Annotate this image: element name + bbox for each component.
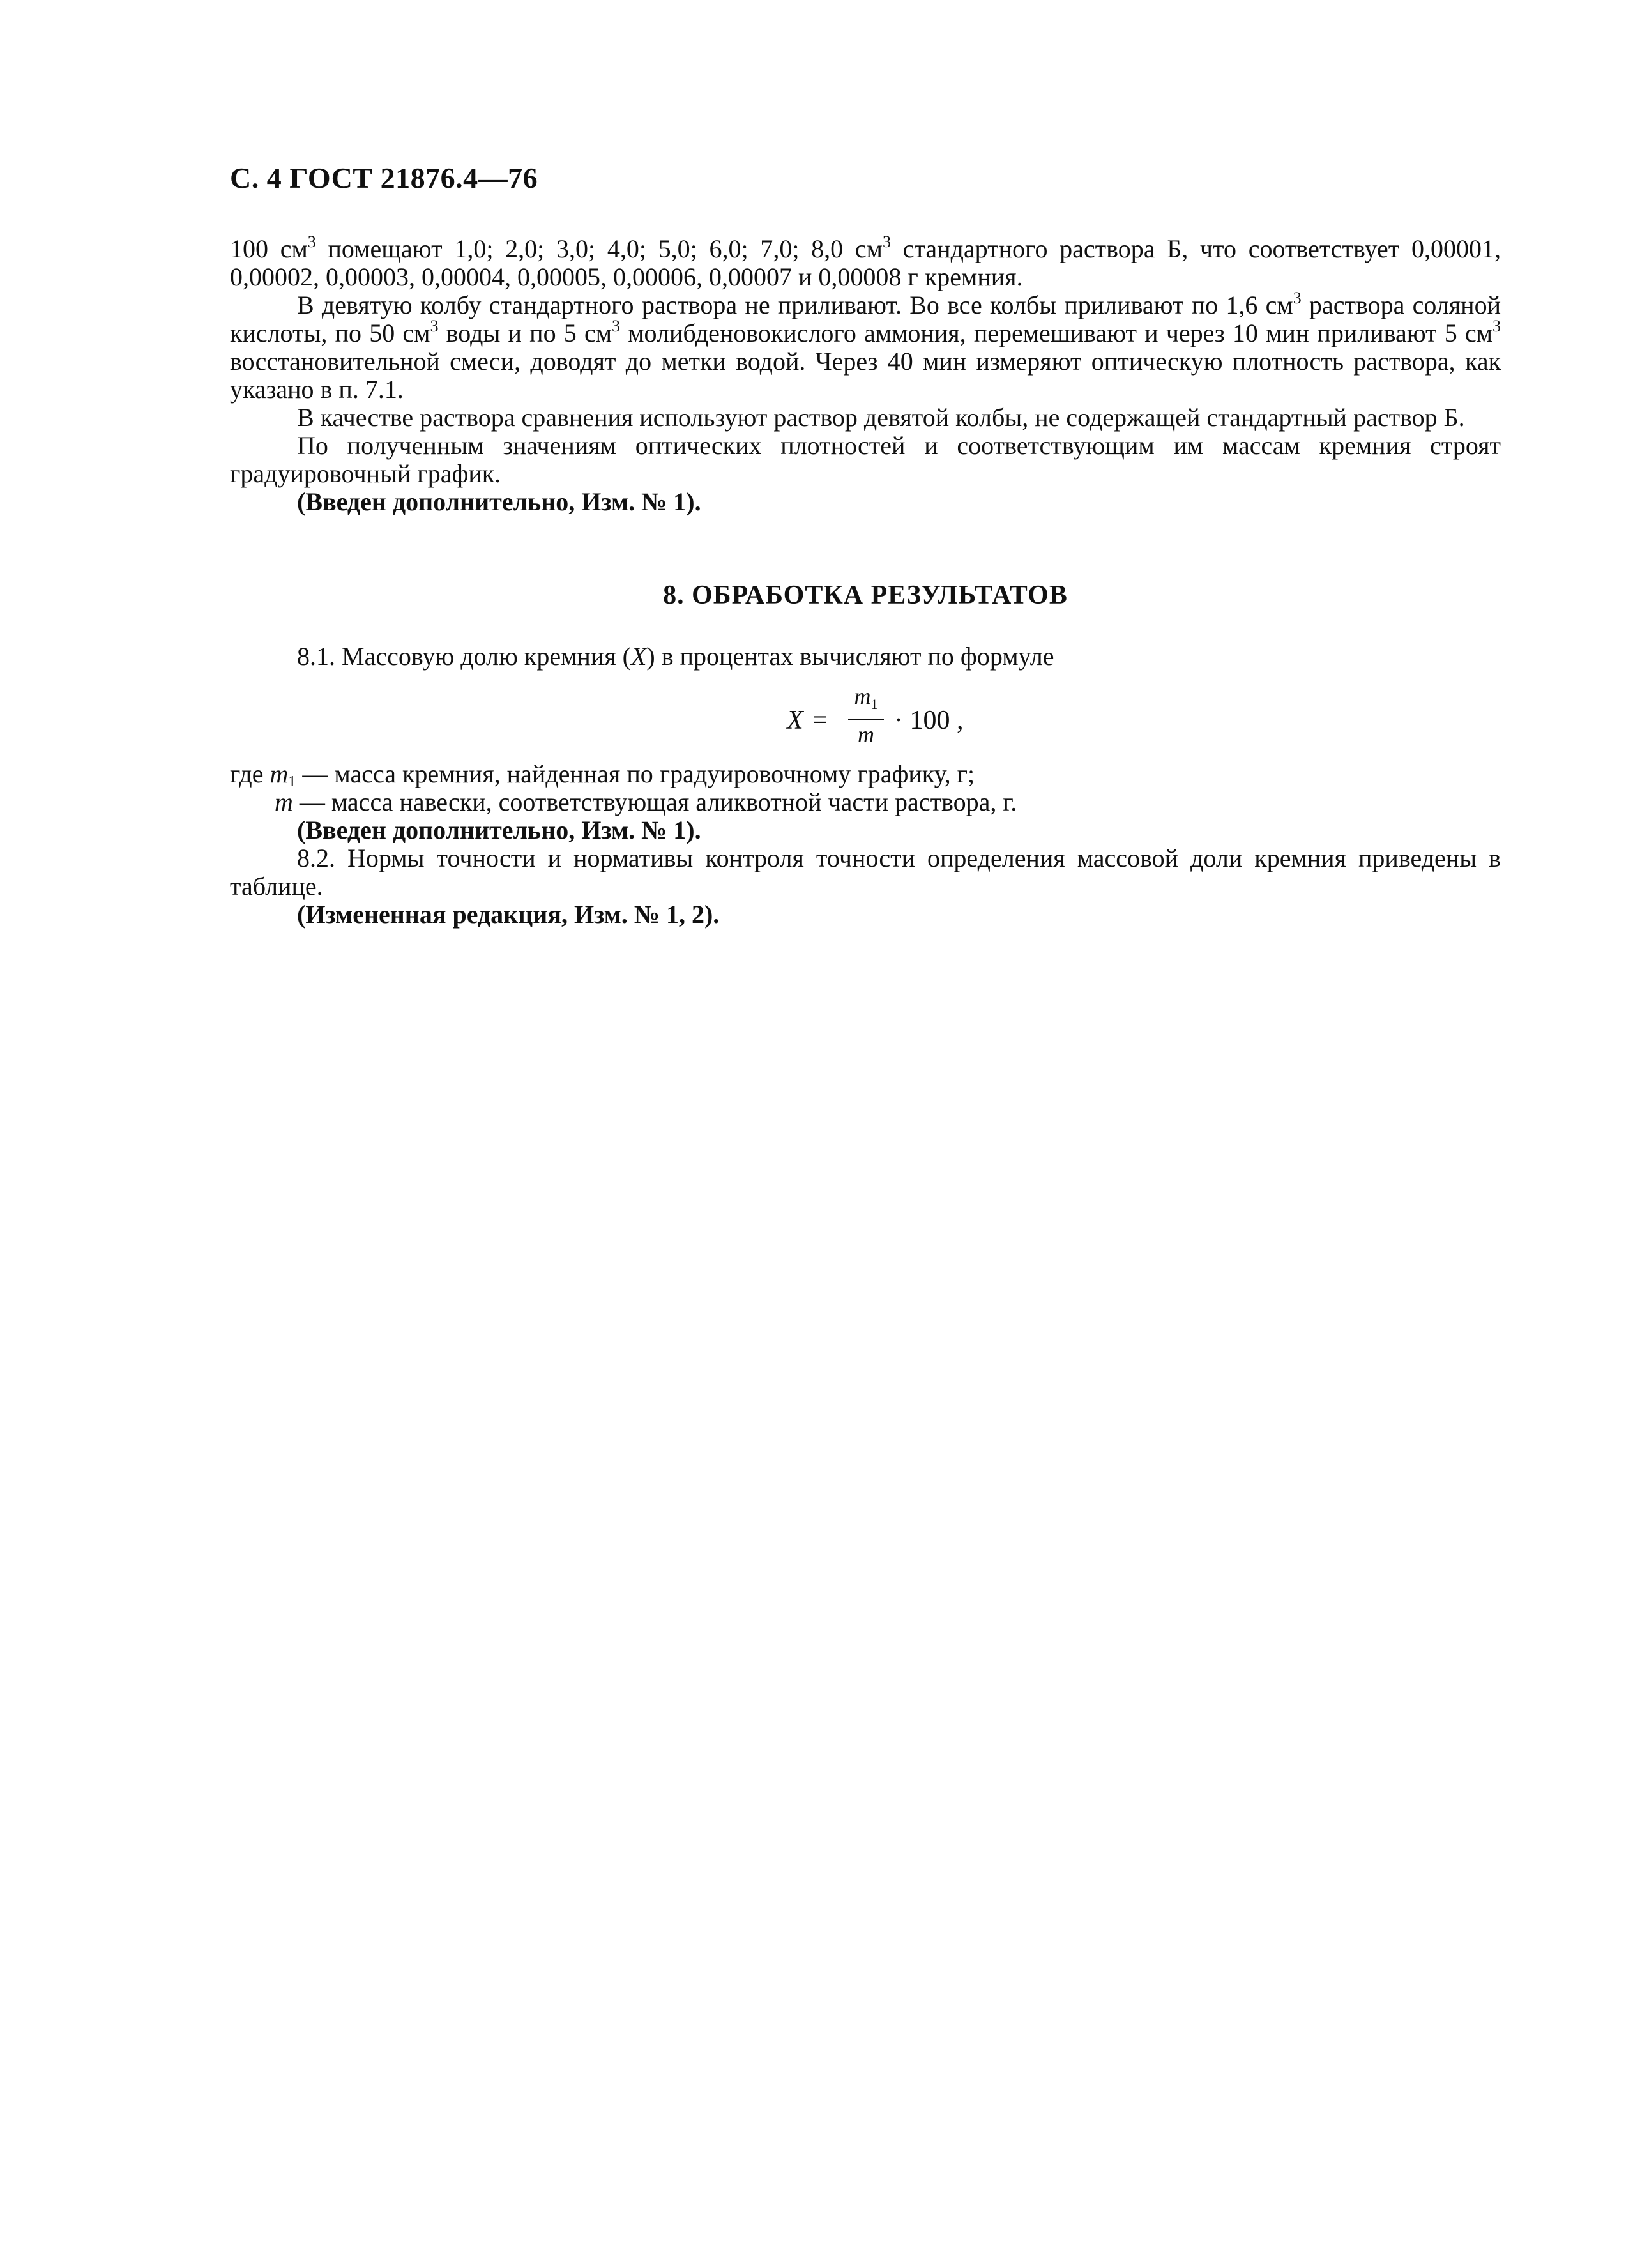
amendment-note: (Введен дополнительно, Изм. № 1). bbox=[297, 816, 701, 844]
paragraph-8-1 bbox=[230, 643, 1501, 671]
text-block-section7 bbox=[230, 232, 1501, 516]
formula-fraction bbox=[846, 683, 886, 749]
amendment-note: (Измененная редакция, Изм. № 1, 2). bbox=[297, 900, 720, 929]
where-m1: где $m_1$ — масса кремния, найденная по градуировочному графику, г; bbox=[230, 759, 975, 790]
formula-multiplier: · 100 , bbox=[894, 706, 964, 735]
where-m: m — масса навески, соответствующая аликвотной части раствора, г. bbox=[275, 788, 1017, 816]
page-header: С. 4 ГОСТ 21876.4—76 bbox=[230, 162, 538, 194]
amendment-note: (Введен дополнительно, Изм. № 1). bbox=[297, 487, 701, 516]
formula-lhs: X bbox=[787, 706, 803, 735]
formula-equals: = bbox=[812, 706, 828, 735]
paragraph-mass-fraction: 8.1. Массовую долю кремния (X) в процентах вычисляют по формуле bbox=[297, 642, 1054, 671]
formula-numerator: $m_1$ bbox=[854, 683, 878, 713]
paragraph-8-2: 8.2. Нормы точности и нормативы контроля точности определения массовой доли кремния приведены в таблице. bbox=[230, 844, 1501, 901]
text-block-section8 bbox=[230, 760, 1501, 929]
formula-denominator: m bbox=[858, 722, 874, 748]
paragraph-standard-solution-volumes: 100 $см^3$ помещают 1,0; 2,0; 3,0; 4,0; 5,0; 6,0; 7,0; 8,0 $см^3$ стандартного раствора Б, что соответствует 0,00001, 0,00002, 0,00003, 0,00004, 0,00005, 0,00006, 0,00007 и 0,00008 г кремния. bbox=[230, 232, 1501, 291]
paragraph-reference-solution: В качестве раствора сравнения используют раствор девятой колбы, не содержащей стандартный раствор Б. bbox=[297, 403, 1465, 432]
paragraph-calibration-graph: По полученным значениям оптических плотностей и соответствующим им массам кремния строят градуировочный график. bbox=[230, 431, 1501, 488]
paragraph-ninth-flask: В девятую колбу стандартного раствора не приливают. Во все колбы приливают по 1,6 $см^3$ раствора соляной кислоты, по 50 $см^3$ воды и по 5 $см^3$ молибденовокислого аммония, перемешивают и через 10 мин приливают 5 $см^3$ восстановительной смеси, доводят до метки водой. Через 40 мин измеряют оптическую плотность раствора, как указано в п. 7.1. bbox=[230, 289, 1501, 404]
section-heading: 8. ОБРАБОТКА РЕЗУЛЬТАТОВ bbox=[663, 581, 1068, 610]
